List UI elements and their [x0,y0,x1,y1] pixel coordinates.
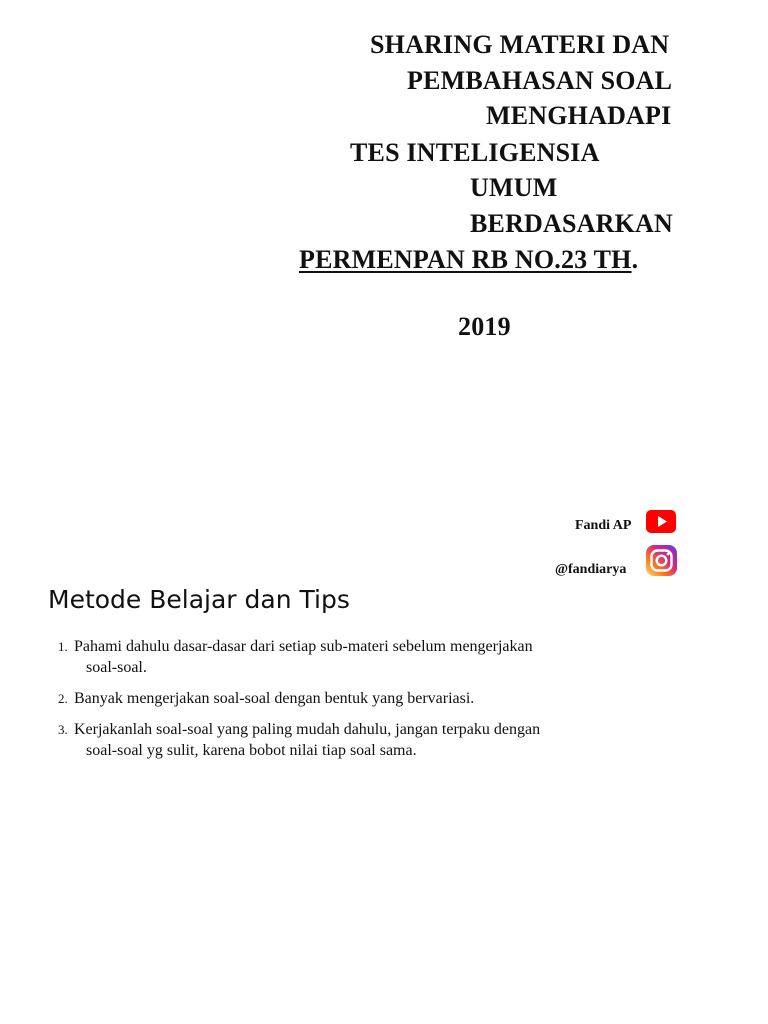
list-item [58,719,658,761]
title-line-6: BERDASARKAN [470,209,674,238]
title-line-3: MENGHADAPI [486,101,672,130]
list-item-number: 1. [58,639,68,654]
list-item-number: 3. [58,722,68,737]
list-item-text-continued: soal-soal yg sulit, karena bobot nilai tiap soal sama. [86,742,417,759]
list-item-text: Banyak mengerjakan soal-soal dengan bentuk yang bervariasi. [74,690,475,707]
title-regulation: PERMENPAN RB NO.23 TH [299,245,632,274]
youtube-icon [646,510,676,533]
title-line-4: TES INTELIGENSIA [350,138,600,167]
list-item-text-continued: soal-soal. [86,659,147,676]
title-line-7 [299,245,638,275]
instagram-icon [646,545,677,576]
list-item-text: Pahami dahulu dasar-dasar dari setiap sub-materi sebelum mengerjakan [74,638,533,655]
list-item [58,636,658,678]
list-item-text: Kerjakanlah soal-soal yang paling mudah dahulu, jangan terpaku dengan [74,721,541,738]
tips-list [58,636,658,771]
title-line-2: PEMBAHASAN SOAL [407,66,673,95]
instagram-handle: @fandiarya [555,562,627,577]
section-heading: Metode Belajar dan Tips [48,585,350,614]
youtube-channel-name: Fandi AP [575,518,632,533]
title-line-5: UMUM [470,173,558,202]
title-period: . [631,245,639,274]
title-year: 2019 [458,312,511,341]
list-item-number: 2. [58,691,68,706]
title-line-1: SHARING MATERI DAN [370,30,670,59]
list-item [58,688,658,709]
